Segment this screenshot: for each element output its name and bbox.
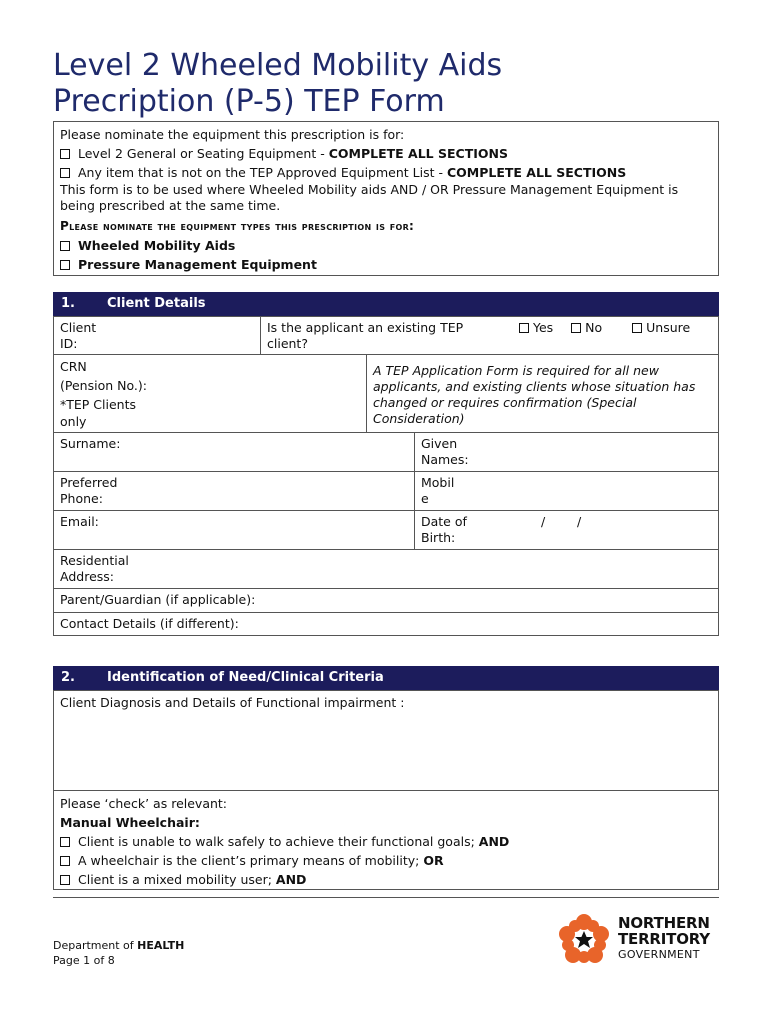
criteria-1-bold: AND — [478, 834, 510, 849]
residential-label: Residential Address: — [60, 553, 129, 584]
pension-label: (Pension No.): — [60, 378, 147, 393]
checkbox-criteria-2[interactable] — [60, 856, 70, 866]
logo-text — [618, 915, 710, 963]
option-not-approved-bold: COMPLETE ALL SECTIONS — [446, 165, 627, 180]
form-note: This form is to be used where Wheeled Mobility aids AND / OR Pressure Management Equipment is being prescribed at the same time. — [60, 182, 679, 213]
logo-petal-icon — [578, 951, 590, 963]
criteria-1-text: Client is unable to walk safely to achieve their functional goals; — [78, 834, 479, 849]
department-bold: HEALTH — [137, 939, 185, 952]
footer-divider — [53, 897, 719, 898]
dob-separators: / / — [541, 514, 582, 529]
parent-label: Parent/Guardian (if applicable): — [60, 592, 256, 607]
option-level2-bold: COMPLETE ALL SECTIONS — [328, 146, 508, 161]
checkbox-criteria-1[interactable] — [60, 837, 70, 847]
section1-header — [53, 292, 719, 316]
checkbox-level2[interactable] — [60, 149, 70, 159]
page-number: Page 1 of 8 — [53, 954, 115, 967]
email-field[interactable] — [53, 510, 415, 550]
criteria-3 — [60, 870, 712, 889]
yes-label: Yes — [533, 320, 554, 335]
mobile-label: Mobil e — [421, 475, 455, 506]
criteria-3-bold: AND — [275, 872, 307, 887]
logo-petal-icon — [562, 939, 574, 951]
logo-petal-icon — [587, 920, 599, 932]
manual-wheelchair-heading: Manual Wheelchair: — [60, 815, 200, 830]
existing-client-question: Is the applicant an existing TEP client? — [267, 320, 464, 351]
section1-title: Client Details — [107, 296, 206, 311]
footer — [53, 938, 184, 968]
logo-star-icon — [575, 931, 593, 948]
unsure-label: Unsure — [646, 320, 691, 335]
logo-petal-icon — [594, 939, 606, 951]
residential-address-field[interactable] — [53, 549, 719, 589]
checkbox-pressure[interactable] — [60, 260, 70, 270]
checkbox-wheeled[interactable] — [60, 241, 70, 251]
section2-number: 2. — [61, 670, 75, 685]
checkbox-yes[interactable] — [519, 323, 529, 333]
existing-client-field — [260, 316, 719, 355]
type-pressure-label: Pressure Management Equipment — [78, 257, 317, 272]
client-id-label: Client ID: — [60, 320, 97, 351]
surname-field[interactable] — [53, 432, 415, 472]
given-names-label: Given Names: — [421, 436, 469, 467]
diagnosis-label: Client Diagnosis and Details of Functional impairment : — [60, 695, 405, 710]
page-title — [53, 48, 502, 120]
client-id-field[interactable] — [53, 316, 261, 355]
crn-field[interactable] — [53, 354, 367, 433]
checkbox-unsure[interactable] — [632, 323, 642, 333]
criteria-2-bold: OR — [423, 853, 444, 868]
logo-line-2: TERRITORY — [618, 930, 710, 948]
option-not-approved — [60, 163, 712, 182]
department-prefix: Department of — [53, 939, 138, 952]
existing-client-options — [519, 320, 690, 336]
tep-clients-label: *TEP Clients only — [60, 397, 136, 429]
nominate-label: Please nominate the equipment this prescription is for: — [60, 127, 405, 142]
preferred-phone-field[interactable] — [53, 471, 415, 511]
option-level2 — [60, 144, 712, 163]
logo-petal-icon — [569, 920, 581, 932]
checkbox-not-approved[interactable] — [60, 168, 70, 178]
criteria-3-text: Client is a mixed mobility user; — [78, 872, 276, 887]
given-names-field[interactable] — [414, 432, 719, 472]
type-wheeled-label: Wheeled Mobility Aids — [78, 238, 236, 253]
department — [53, 938, 184, 953]
option-not-approved-text: Any item that is not on the TEP Approved Equipment List - — [78, 165, 447, 180]
criteria-2-text: A wheelchair is the client’s primary means of mobility; — [78, 853, 424, 868]
criteria-2 — [60, 851, 712, 870]
checkbox-criteria-3[interactable] — [60, 875, 70, 885]
contact-label: Contact Details (if different): — [60, 616, 239, 631]
section2-title: Identification of Need/Clinical Criteria — [107, 670, 384, 685]
types-heading: Please nominate the equipment types this prescription is for: — [60, 219, 415, 233]
title-line-2: Precription (P-5) TEP Form — [53, 84, 445, 119]
equipment-nomination-box — [53, 121, 719, 276]
checkbox-no[interactable] — [571, 323, 581, 333]
criteria-1 — [60, 832, 712, 851]
section1-number: 1. — [61, 296, 75, 311]
section2-header — [53, 666, 719, 690]
logo-line-1: NORTHERN — [618, 914, 710, 932]
tep-application-note: A TEP Application Form is required for all new applicants, and existing clients whose situation has changed or requires confirmation (Special Consideration) — [366, 354, 719, 433]
criteria-box — [53, 790, 719, 890]
no-label: No — [585, 320, 603, 335]
surname-label: Surname: — [60, 436, 121, 451]
mobile-field[interactable] — [414, 471, 719, 511]
contact-details-field[interactable] — [53, 612, 719, 636]
check-label: Please ‘check’ as relevant: — [60, 796, 228, 811]
diagnosis-field[interactable] — [53, 690, 719, 791]
option-level2-text: Level 2 General or Seating Equipment - — [78, 146, 329, 161]
type-pressure — [60, 255, 712, 274]
parent-guardian-field[interactable] — [53, 588, 719, 613]
title-line-1: Level 2 Wheeled Mobility Aids — [53, 48, 503, 83]
email-label: Email: — [60, 514, 99, 529]
crn-label: CRN — [60, 359, 87, 374]
preferred-phone-label: Preferred Phone: — [60, 475, 118, 506]
dob-field[interactable] — [414, 510, 719, 550]
dob-label: Date of Birth: — [421, 514, 467, 545]
logo-line-3: GOVERNMENT — [618, 948, 700, 961]
type-wheeled — [60, 236, 712, 255]
